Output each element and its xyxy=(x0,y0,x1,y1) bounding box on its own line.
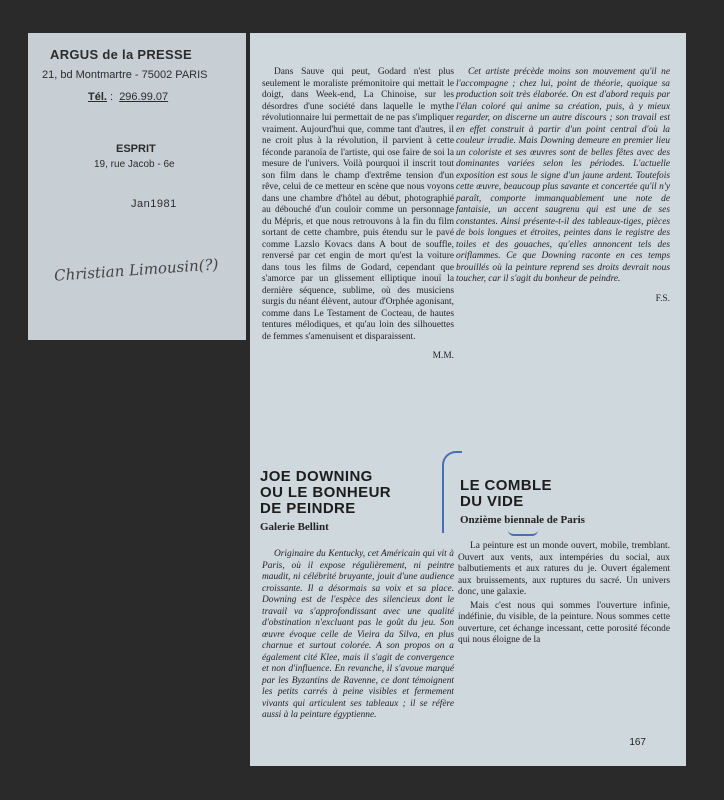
agency-address: 21, bd Montmartre - 75002 PARIS xyxy=(42,69,208,81)
handwritten-author-note: Christian Limousin(?) xyxy=(53,255,220,285)
article-comble xyxy=(458,541,670,713)
godard-paragraph: Dans Sauve qui peut, Godard n'est plus seulement le moraliste prémonitoire qui mettait le doigt, dans Week-end, La Chinoise, sur les désordres d'une société dans laquelle le mythe révolutionnaire lui permettait de ne pas s'impliquer vraiment. Aujourd'hui que, comme tant d'autres, il ne croit plus à la révolution, il parvient à cette féconde paranoïa de l'artiste, qui ose faire de soi la mesure de l'univers. Voilà pourquoi il inscrit tout son film dans le champ d'extrême tension d'un rêve, celui de ce metteur en scène que nous voyons dans une chambre d'hôtel au début, photographié au débouché d'un couloir comme un personnage du Mépris, et que nous retrouvons à la fin du film sortant de cette chambre, puis étendu sur le pavé comme Lazslo Kovacs dans A bout de souffle, renversé par cet engin de mort qu'est la voiture dans tous les films de Godard, cependant que s'amorce par un glissement elliptique inouï la dernière séquence, sublime, où des musiciens surgis du néant élèvent, autour d'Orphée agonisant, comme dans Le Testament de Cocteau, de hautes tentures mélodiques, et qu'au loin des silhouettes de femmes s'amenuisent et disparaissent. xyxy=(262,67,454,342)
tel-label: Tél. xyxy=(88,91,107,103)
downing-title xyxy=(260,469,391,517)
agency-name: ARGUS de la PRESSE xyxy=(50,47,192,62)
downing-paragraph-2: Cet artiste précède moins son mouvement qu'il ne l'accompagne ; chez lui, point de théorie, quoique sa production soit très élaborée. On est d'abord requis par l'élan coloré qui anime sa création, puis, à y mieux regarder, on discerne un autre discours ; son travail est en effet construit à partir d'un point central d'où la couleur irradie. Mais Downing demeure en premier lieu un coloriste et ses œuvres sont de belles fêtes avec des dominantes variées selon les périodes. L'actuelle exposition est sous le signe d'un jaune ardent. Toutefois cette œuvre, beaucoup plus savante et concertée qu'il n'y paraît, comporte immanquablement une note de fantaisie, un accent saugrenu qui est une de ses constantes. Ainsi présente-t-il des tableaux-tiges, pièces de bois longues et étroites, peintes dans le registre des toiles et des gouaches, qu'elles annoncent tels des oriflammes. Ce que Downing raconte en ces temps brouillés où la peinture reprend ses droits devrait nous toucher, car il s'agit du bonheur de peindre. xyxy=(456,67,670,284)
ink-underline-mark xyxy=(508,530,538,536)
godard-signature: M.M. xyxy=(432,351,454,361)
downing-subtitle: Galerie Bellint xyxy=(260,521,329,533)
clipping-date: Jan1981 xyxy=(131,198,177,210)
downing-title-line: JOE DOWNING xyxy=(260,468,373,485)
agency-phone: Tél. : 296.99.07 xyxy=(88,91,169,103)
article-downing xyxy=(262,549,454,720)
comble-subtitle: Onzième biennale de Paris xyxy=(460,514,585,526)
comble-paragraph: La peinture est un monde ouvert, mobile, tremblant. Ouvert aux vents, aux intempéries du social, aux balbutiements et aux ratures du je. Ouvert également aux bruissements, aux ruptures du sacré. Un univers donc, une galaxie. xyxy=(458,541,670,597)
page-number: 167 xyxy=(629,737,646,748)
comble-title xyxy=(460,478,552,510)
downing-paragraph-1: Originaire du Kentucky, cet Américain qui vit à Paris, où il expose régulièrement, ni peintre maudit, ni célébrité bruyante, jouit d'une audience croissante. Il a désormais sa voix et sa place. Downing est de l'espèce des silencieux dont le travail va s'approfondissant avec une qualité d'obstination n'excluant pas le goût du jeu. Son œuvre évoque celle de Vieira da Silva, en plus charnue et surtout colorée. A son propos on a également cité Klee, mais il s'agit de convergence et non d'influence. En revanche, il s'avoue marqué par les Byzantins de Ravenne, ce dont témoignent les petits carrés à peine visibles et fermement vivants qui articulent ses tableaux ; il se réfère aussi à la peinture égyptienne. xyxy=(262,549,454,720)
downing-title-line: DE PEINDRE xyxy=(260,500,356,517)
magazine-page xyxy=(250,33,686,766)
downing-title-line: OU LE BONHEUR xyxy=(260,484,392,501)
ink-bracket-mark xyxy=(442,451,462,533)
article-godard xyxy=(262,67,454,363)
journal-name: ESPRIT xyxy=(116,143,156,155)
comble-paragraph: Mais c'est nous qui sommes l'ouverture infinie, indéfinie, du visible, de la peinture. Nous sommes cette ouverture, cet échange incessant, cette porosité féconde qui nous éloigne de la xyxy=(458,600,670,645)
tel-number: 296.99.07 xyxy=(119,91,169,103)
downing-signature: F.S. xyxy=(655,293,670,304)
press-clipping-slip xyxy=(28,33,246,340)
journal-address: 19, rue Jacob - 6e xyxy=(94,159,175,170)
comble-title-line: LE COMBLE xyxy=(460,477,552,494)
comble-title-line: DU VIDE xyxy=(460,493,524,510)
article-downing-continued xyxy=(456,67,670,305)
